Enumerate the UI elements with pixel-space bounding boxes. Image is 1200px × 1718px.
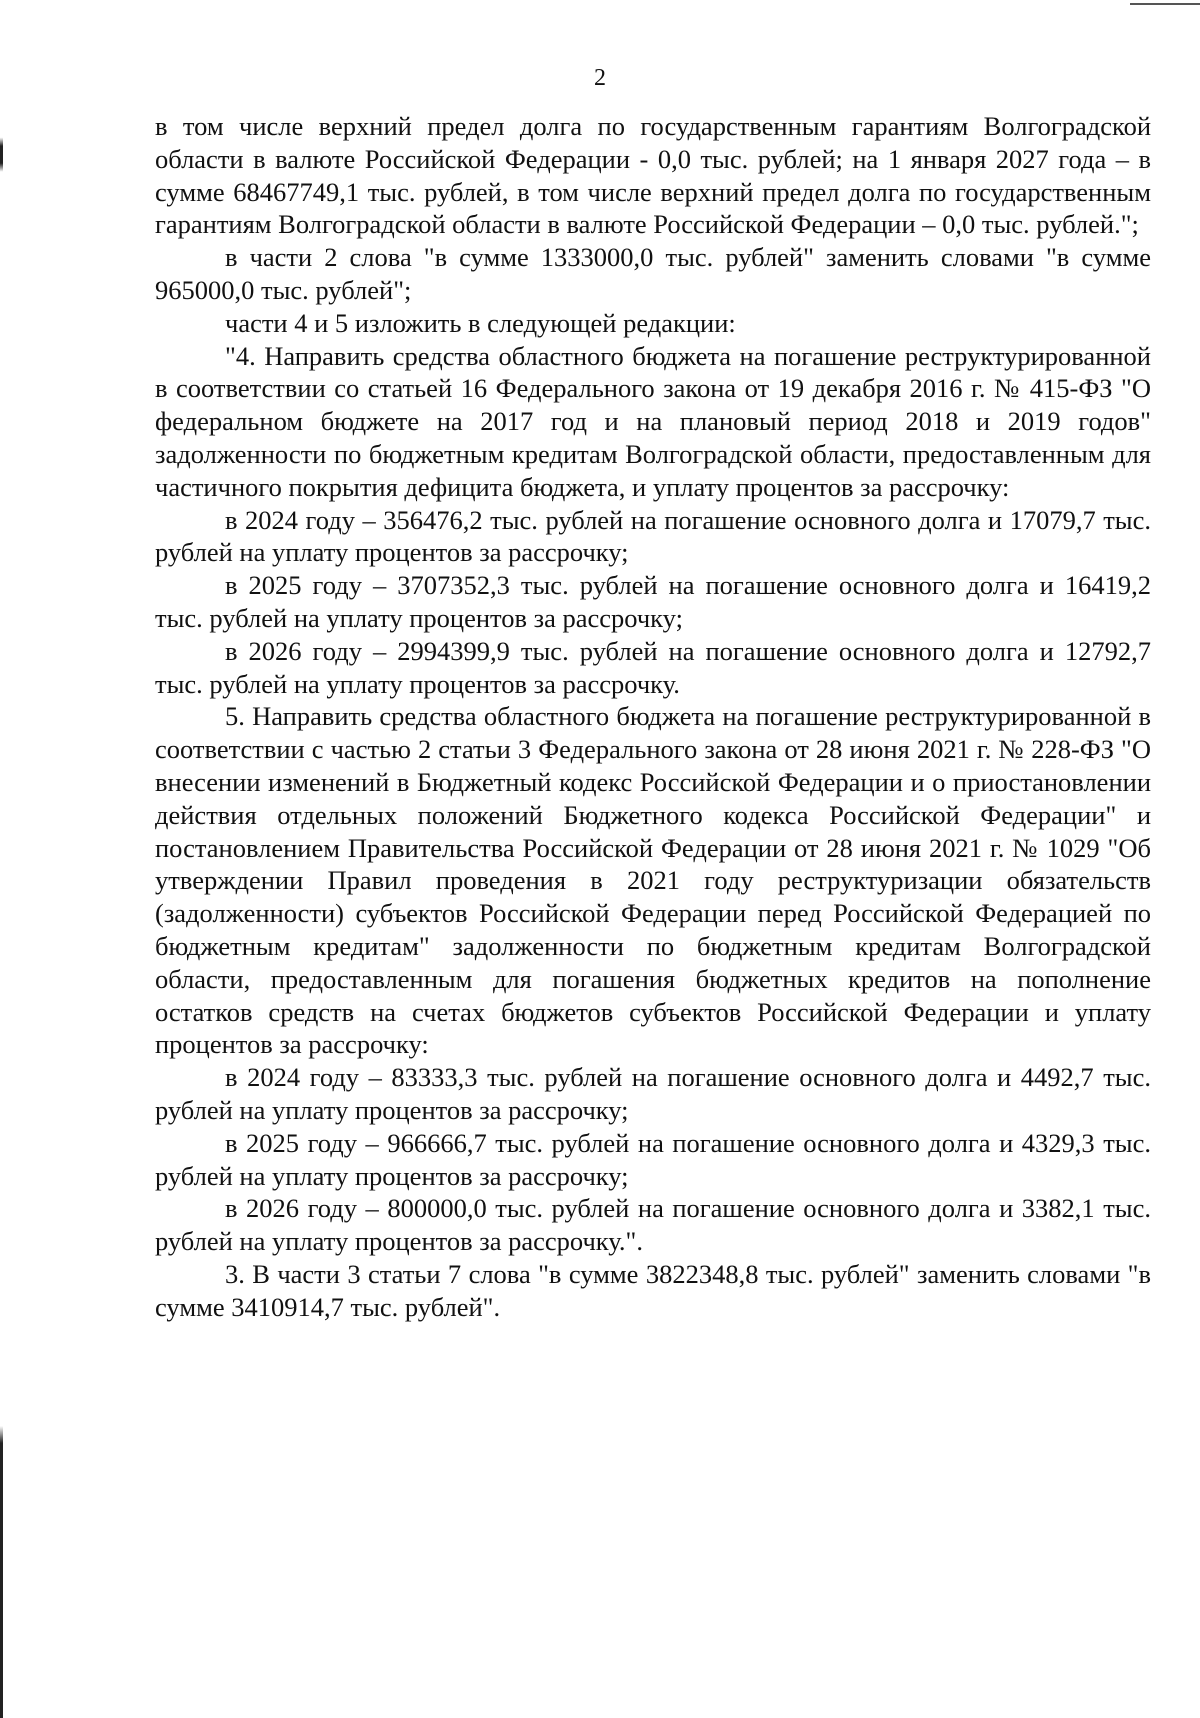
paragraph-item-5-2024: в 2024 году – 83333,3 тыс. рублей на погашение основного долга и 4492,7 тыс. рублей на уплату процентов за рассрочку; [155, 1062, 1151, 1125]
page-number: 2 [594, 65, 606, 91]
paragraph-debt-limit-continuation: в том числе верхний предел долга по государственным гарантиям Волгоградской области в валюте Российской Федерации - 0,0 тыс. рублей; на 1 января 2027 года – в сумме 68467749,1 тыс. рублей, в том числе верхний предел долга по государственным гарантиям Волгоградской области в валюте Российской Федерации – 0,0 тыс. рублей."; [155, 111, 1151, 240]
paragraph-item-4-2026: в 2026 году – 2994399,9 тыс. рублей на погашение основного долга и 12792,7 тыс. рублей на уплату процентов за рассрочку. [155, 635, 1151, 699]
paragraph-item-4-2024: в 2024 году – 356476,2 тыс. рублей на погашение основного долга и 17079,7 тыс. рублей на уплату процентов за рассрочку; [155, 504, 1151, 568]
paragraph-part-2-amendment: в части 2 слова "в сумме 1333000,0 тыс. рублей" заменить словами "в сумме 965000,0 тыс. рублей"; [155, 242, 1151, 305]
paragraph-item-4: "4. Направить средства областного бюджета на погашение реструктурированной в соответствии со статьей 16 Федерального закона от 19 декабря 2016 г. № 415-ФЗ "О федеральном бюджете на 2017 год и на плановый период 2018 и 2019 годов" задолженности по бюджетным кредитам Волгоградской области, предоставленным для частичного покрытия дефицита бюджета, и уплату процентов за рассрочку: [155, 340, 1151, 502]
paragraph-item-5-2025: в 2025 году – 966666,7 тыс. рублей на погашение основного долга и 4329,3 тыс. рублей на уплату процентов за рассрочку; [155, 1127, 1151, 1191]
paragraph-item-4-2025: в 2025 году – 3707352,3 тыс. рублей на погашение основного долга и 16419,2 тыс. рублей на уплату процентов за рассрочку; [155, 570, 1151, 633]
paragraph-parts-4-5-intro: части 4 и 5 изложить в следующей редакции: [225, 307, 736, 338]
scan-edge-left [0, 0, 3, 1718]
paragraph-article-7-amendment: 3. В части 3 статьи 7 слова "в сумме 3822348,8 тыс. рублей" заменить словами "в сумме 3410914,7 тыс. рублей". [155, 1258, 1151, 1322]
scan-edge-top-right [1130, 3, 1200, 5]
paragraph-item-5-2026: в 2026 году – 800000,0 тыс. рублей на погашение основного долга и 3382,1 тыс. рублей на уплату процентов за рассрочку.". [155, 1193, 1151, 1257]
paragraph-item-5: 5. Направить средства областного бюджета на погашение реструктурированной в соответствии с частью 2 статьи 3 Федерального закона от 28 июня 2021 г. № 228-ФЗ "О внесении изменений в Бюджетный кодекс Российской Федерации и о приостановлении действия отдельных положений Бюджетного кодекса Российской Федерации" и постановлением Правительства Российской Федерации от 28 июня 2021 г. № 1029 "Об утверждении Правил проведения в 2021 году реструктуризации обязательств (задолженности) субъектов Российской Федерации перед Российской Федерацией по бюджетным кредитам" задолженности по бюджетным кредитам Волгоградской области, предоставленным для погашения бюджетных кредитов на пополнение остатков средств на счетах бюджетов субъектов Российской Федерации и уплату процентов за рассрочку: [155, 701, 1151, 1060]
document-body [155, 110, 1151, 1323]
